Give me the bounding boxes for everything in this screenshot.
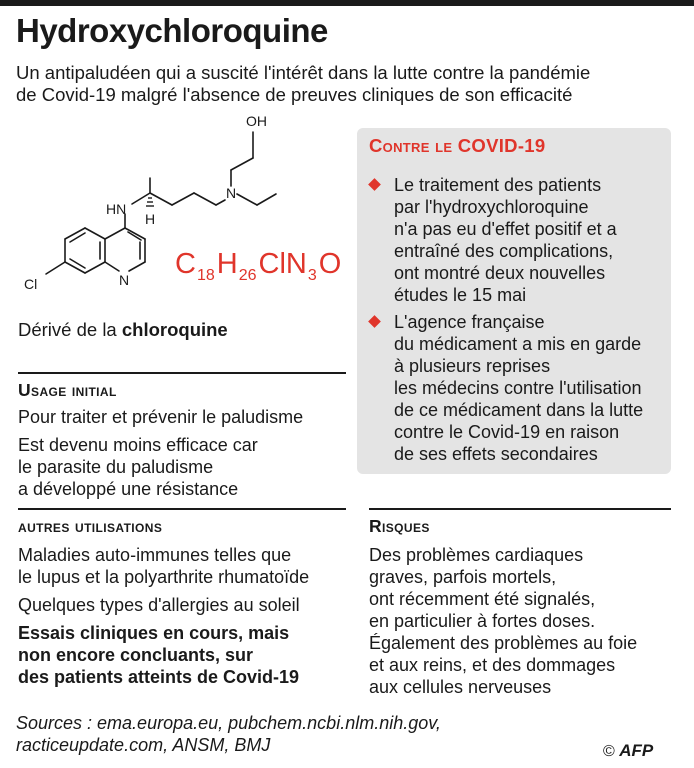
molecular-formula	[175, 248, 341, 285]
section-divider	[18, 508, 346, 510]
subtitle-line: Un antipaludéen qui a suscité l'intérêt dans la lutte contre la pandémie	[16, 62, 591, 83]
autres-line: le lupus et la polyarthrite rhumatoïde	[18, 567, 310, 587]
formula-part: O	[318, 248, 342, 280]
formula-part: C	[175, 248, 196, 280]
covid-line: de ce médicament dans la lutte	[394, 400, 644, 420]
sources	[16, 712, 441, 756]
atom-label-cl: Cl	[24, 276, 38, 292]
autres-line: Quelques types d'allergies au soleil	[18, 595, 300, 615]
autres-line: non encore concluants, sur	[18, 645, 254, 665]
page-title: Hydroxychloroquine	[16, 12, 328, 49]
credit	[603, 741, 653, 761]
top-bar	[0, 0, 694, 6]
covid-line: n'a pas eu d'effet positif et a	[394, 219, 617, 239]
autres-line: Essais cliniques en cours, mais	[18, 623, 290, 643]
covid-line: par l'hydroxychloroquine	[394, 197, 589, 217]
subtitle	[16, 62, 686, 106]
atom-label-oh: OH	[246, 113, 267, 129]
risques-title: Risques	[369, 516, 430, 536]
covid-line: Le traitement des patients	[394, 175, 602, 195]
risques-line: et aux reins, et des dommages	[369, 655, 616, 675]
covid-title: Contre le COVID-19	[369, 135, 546, 156]
covid-line: contre le Covid-19 en raison	[394, 422, 620, 442]
risques-line: graves, parfois mortels,	[369, 567, 557, 587]
usage-line: a développé une résistance	[18, 479, 239, 499]
risques-text	[369, 544, 637, 698]
formula-subscript: 26	[238, 267, 257, 284]
autres-line: Maladies auto-immunes telles que	[18, 545, 292, 565]
formula-part: H	[216, 248, 238, 280]
afp-logo: AFP	[619, 741, 654, 760]
risques-line: en particulier à fortes doses.	[369, 611, 596, 631]
bullet-diamond-icon	[368, 315, 381, 328]
sources-line: racticeupdate.com, ANSM, BMJ	[16, 735, 271, 755]
covid-bullet-1	[394, 174, 617, 306]
atom-label-n-ring: N	[119, 272, 130, 288]
formula-subscript: 18	[196, 267, 215, 284]
covid-line: à plusieurs reprises	[394, 356, 551, 376]
section-divider	[369, 508, 671, 510]
usage-line: Est devenu moins efficace car	[18, 435, 258, 455]
sources-line: Sources : ema.europa.eu, pubchem.ncbi.nlm.nih.gov,	[16, 713, 441, 733]
atom-label-h: H	[145, 211, 156, 227]
covid-line: études le 15 mai	[394, 285, 527, 305]
usage-line: Pour traiter et prévenir le paludisme	[18, 407, 304, 427]
risques-line: Également des problèmes au foie	[369, 633, 638, 653]
derivative-name: chloroquine	[121, 319, 228, 340]
bullet-diamond-icon	[368, 178, 381, 191]
usage-title: Usage initial	[18, 380, 117, 400]
covid-line: les médecins contre l'utilisation	[394, 378, 642, 398]
formula-subscript: 3	[307, 267, 317, 284]
risques-line: aux cellules nerveuses	[369, 677, 552, 697]
usage-line: le parasite du paludisme	[18, 457, 214, 477]
covid-line: du médicament a mis en garde	[394, 334, 642, 354]
covid-line: de ses effets secondaires	[394, 444, 598, 464]
risques-line: ont récemment été signalés,	[369, 589, 596, 609]
covid-line: L'agence française	[394, 312, 545, 332]
subtitle-line: de Covid-19 malgré l'absence de preuves cliniques de son efficacité	[16, 84, 573, 105]
formula-part: ClN	[258, 248, 307, 280]
covid-bullet-2	[394, 311, 643, 465]
atom-label-n-amine: N	[226, 185, 237, 201]
covid-line: entraîné des complications,	[394, 241, 614, 261]
atom-label-nh: HN	[106, 201, 127, 217]
risques-line: Des problèmes cardiaques	[369, 545, 584, 565]
autres-text	[18, 544, 309, 688]
derivative-note	[18, 319, 228, 341]
covid-panel	[357, 128, 671, 474]
autres-title: autres utilisations	[18, 516, 163, 536]
derivative-prefix: Dérivé de la	[18, 319, 122, 340]
autres-line: des patients atteints de Covid-19	[18, 667, 300, 687]
usage-text	[18, 406, 303, 500]
copyright-symbol: ©	[603, 743, 615, 760]
covid-line: ont montré deux nouvelles	[394, 263, 606, 283]
section-divider	[18, 372, 346, 374]
